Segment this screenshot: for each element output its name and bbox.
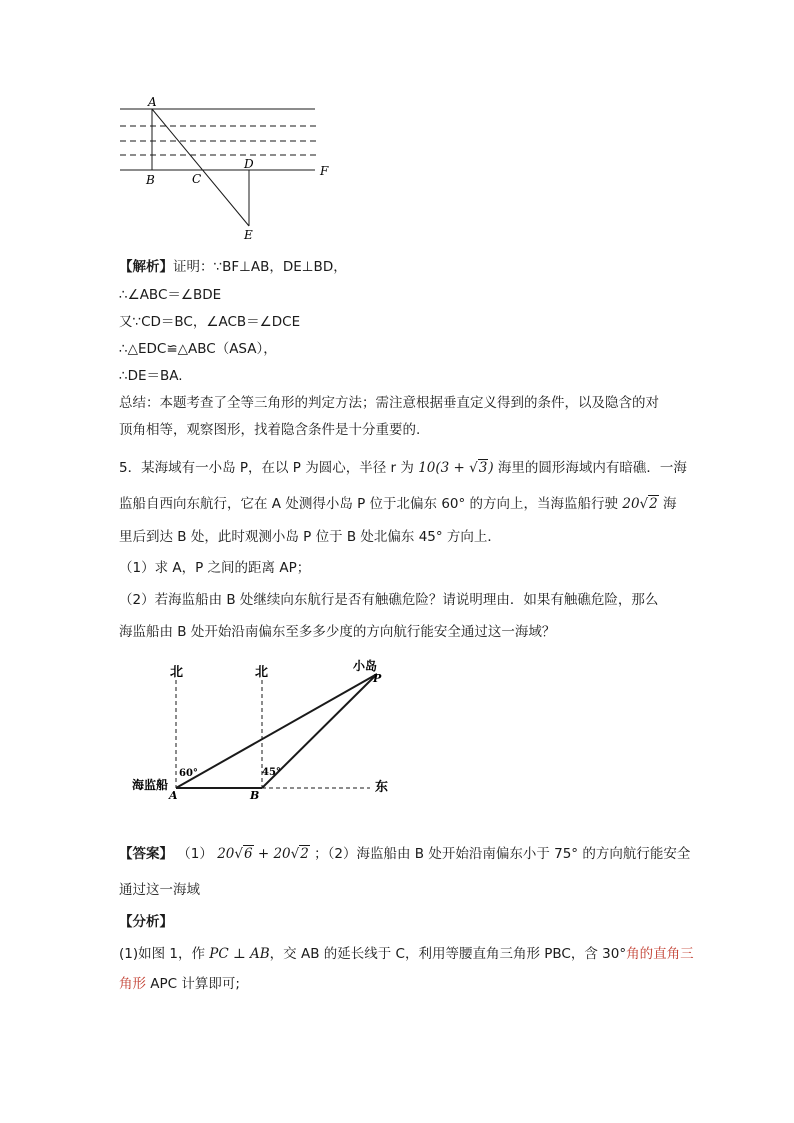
radius-formula-rad: 3: [478, 460, 488, 476]
radius-formula-pre: 10(3 +: [418, 460, 470, 476]
distance-formula-rad: 2: [649, 496, 658, 512]
answer-line-1: [119, 842, 689, 862]
analysis-tag: 【解析】: [119, 259, 173, 275]
question-2-line-2: 海监船由 B 处开始沿南偏东至多多少度的方向航行能安全通过这一海域？: [119, 624, 556, 640]
label-e: E: [244, 228, 253, 242]
summary-line-2: 顶角相等，观察图形，找着隐含条件是十分重要的.: [119, 422, 421, 438]
angle-45-label: 45°: [262, 767, 281, 778]
ship-label: 海监船: [132, 778, 169, 792]
question-2-line-1: （2）若海监船由 B 处继续向东航行是否有触礁危险？请说明理由．如果有触礁危险，那么: [119, 592, 659, 608]
label-c: C: [192, 172, 202, 186]
solution-line-3: 又∵CD＝BC，∠ACB＝∠DCE: [119, 314, 301, 330]
solution-line-5: ∴DE＝BA.: [119, 368, 183, 384]
problem5-line2-text: 监船自西向东航行，它在 A 处测得小岛 P 位于北偏东 60° 的方向上，当海监船行驶: [119, 496, 619, 512]
solution-line-2: ∴∠ABC＝∠BDE: [119, 287, 222, 303]
north-label-1: 北: [170, 665, 184, 680]
radius-formula-post: ): [488, 460, 494, 476]
label-d: D: [244, 157, 254, 171]
analysis-line-1: [119, 942, 694, 962]
proof-text: 证明：∵BF⊥AB，DE⊥BD，: [173, 259, 347, 275]
answer-part1-label: （1）: [177, 846, 213, 862]
east-label: 东: [375, 780, 389, 795]
answer-part2: ；（2）海监船由 B 处开始沿南偏东小于 75° 的方向航行能安全: [314, 846, 691, 862]
analysis-text-b: ，交 AB 的延长线于 C，利用等腰直角三角形 PBC，含 30°: [269, 946, 627, 962]
problem5-line-2: [119, 492, 689, 512]
answer-tag: 【答案】: [119, 846, 173, 862]
distance-formula: 20√2: [622, 496, 658, 512]
distance-formula-pre: 20: [622, 496, 640, 512]
geometry-figure-1: [110, 92, 340, 244]
answer-formula-plus: + 20: [253, 846, 291, 862]
angle-60-label: 60°: [179, 768, 198, 779]
analysis-highlight-2: 角形: [119, 976, 146, 992]
answer-formula: 20√6 + 20√2: [217, 846, 309, 862]
label-b: B: [250, 789, 260, 802]
label-a: A: [169, 789, 178, 802]
north-label-2: 北: [255, 665, 269, 680]
question-1: （1）求 A，P 之间的距离 AP；: [119, 560, 311, 576]
problem5-line-1: [119, 456, 689, 476]
analysis-text-c: APC 计算即可;: [146, 976, 240, 992]
problem5-line2-end: 海: [663, 496, 677, 512]
analysis-math: PC ⊥ AB: [209, 946, 270, 962]
segment-ae: [152, 109, 249, 226]
island-label: 小岛: [353, 659, 378, 673]
answer-formula-coef: 20: [217, 846, 235, 862]
label-f: F: [320, 164, 329, 178]
problem5-text-a: 5．某海域有一小岛 P，在以 P 为圆心，半径 r 为: [119, 460, 414, 476]
analysis-text-a: (1)如图 1，作: [119, 946, 210, 962]
analysis-heading-tag: 【分析】: [119, 914, 173, 930]
problem5-line-3: 里后到达 B 处，此时观测小岛 P 位于 B 处北偏东 45° 方向上．: [119, 529, 501, 545]
answer-formula-rad2: 2: [300, 846, 309, 862]
analysis-highlight: 角的直角三: [626, 946, 694, 962]
navigation-figure: [125, 652, 405, 802]
answer-formula-rad1: 6: [243, 846, 253, 862]
problem5-text-b: 海里的圆形海域内有暗礁．一海: [497, 460, 687, 476]
summary-line-1: 总结：本题考查了全等三角形的判定方法；需注意根据垂直定义得到的条件，以及隐含的对: [119, 395, 659, 411]
radius-formula: 10(3 + √3): [418, 460, 494, 476]
analysis-heading: [119, 910, 689, 930]
answer-line-2: 通过这一海域: [119, 882, 200, 898]
label-a: A: [148, 95, 157, 109]
solution-line-1: [119, 255, 689, 275]
label-b: B: [146, 173, 155, 187]
solution-line-4: ∴△EDC≌△ABC（ASA），: [119, 341, 277, 357]
analysis-line-2: [119, 972, 689, 992]
label-p: P: [373, 672, 382, 685]
